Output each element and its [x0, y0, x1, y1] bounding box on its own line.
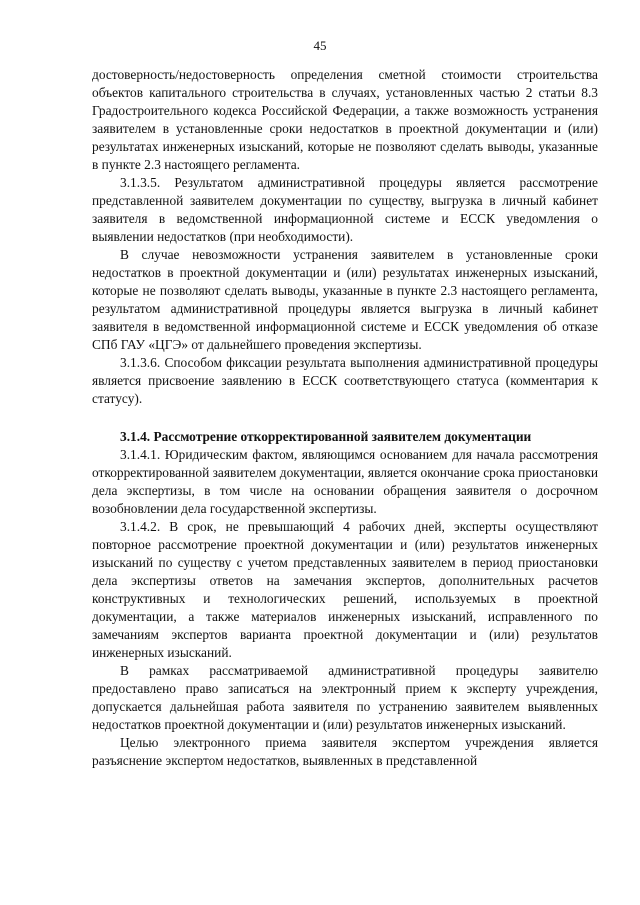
paragraph-3-1-4-2: 3.1.4.2. В срок, не превышающий 4 рабочих дней, эксперты осуществляют повторное рассмотрение проектной документации и (или) результатов инженерных изысканий по существу с учетом представленных заявителем в период приостановки дела экспертизы ответов на замечания экспертов, дополнительных расчетов конструктивных и технологических решений, используемых в проектной документации, а также материалов инженерных изысканий, исправленного по замечаниям экспертов варианта проектной документации и (или) результатов инженерных изысканий. [92, 519, 598, 660]
section-heading-3-1-4: 3.1.4. Рассмотрение откорректированной заявителем документации [120, 429, 532, 444]
paragraph-3-1-3-6: 3.1.3.6. Способом фиксации результата выполнения административной процедуры является присвоение заявлению в ЕССК соответствующего статуса (комментария к статусу). [92, 355, 598, 406]
document-body [92, 66, 598, 770]
paragraph-refusal-case: В случае невозможности устранения заявителем в установленные сроки недостатков в проектной документации и (или) результатах инженерных изысканий, которые не позволяют сделать выводы, указанные в пункте 2.3 настоящего регламента, результатом административной процедуры является выгрузка в личный кабинет заявителя в ведомственной информационной системе и ЕССК уведомления об отказе СПб ГАУ «ЦГЭ» от дальнейшего проведения экспертизы. [92, 247, 598, 352]
paragraph-electronic-appointment: В рамках рассматриваемой административной процедуры заявителю предоставлено право записаться на электронный прием к эксперту учреждения, допускается дальнейшая работа заявителя по устранению заявителем выявленных недостатков проектной документации и (или) результатов инженерных изысканий. [92, 663, 598, 732]
page-number: 45 [313, 38, 327, 53]
paragraph-3-1-4-1: 3.1.4.1. Юридическим фактом, являющимся основанием для начала рассмотрения откорректированной заявителем документации, является окончание срока приостановки дела экспертизы, в том числе на основании обращения заявителя о досрочном возобновлении дела государственной экспертизы. [92, 447, 598, 516]
paragraph-3-1-3-5: 3.1.3.5. Результатом административной процедуры является рассмотрение представленной заявителем документации по существу, выгрузка в личный кабинет заявителя в ведомственной информационной системе и ЕССК уведомления о выявлении недостатков (при необходимости). [92, 175, 598, 244]
paragraph-continuation: достоверность/недостоверность определения сметной стоимости строительства объектов капитального строительства в случаях, установленных частью 2 статьи 8.3 Градостроительного кодекса Российской Федерации, а также возможность устранения заявителем в установленные сроки недостатков в проектной документации и (или) результатах инженерных изысканий, которые не позволяют сделать выводы, указанные в пункте 2.3 настоящего регламента. [92, 67, 598, 172]
paragraph-appointment-purpose: Целью электронного приема заявителя экспертом учреждения является разъяснение экспертом недостатков, выявленных в представленной [92, 735, 598, 768]
